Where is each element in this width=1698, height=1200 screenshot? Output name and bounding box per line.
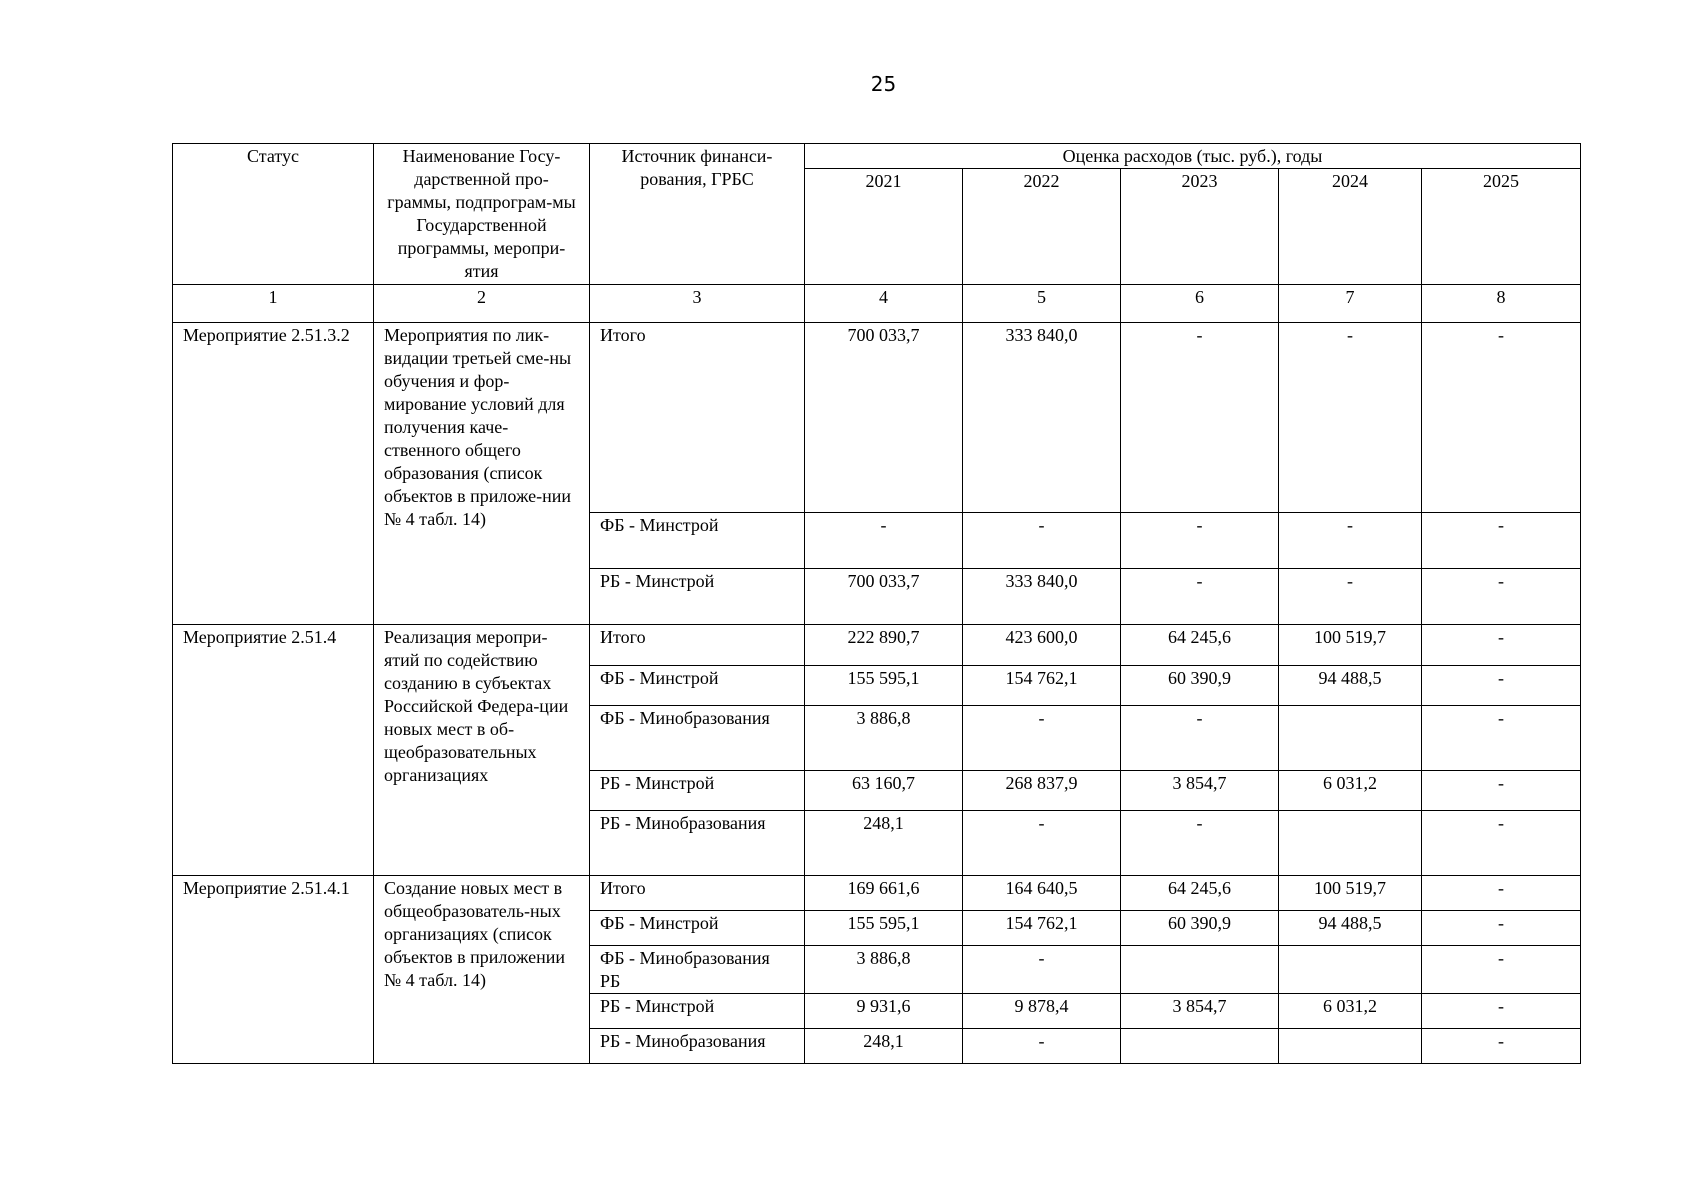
- row-source: Итого: [590, 876, 805, 911]
- value-cell: [1121, 946, 1279, 994]
- value-cell: 155 595,1: [805, 911, 963, 946]
- value-cell: -: [1279, 323, 1422, 513]
- value-cell: [1279, 706, 1422, 771]
- header-name: Наименование Госу-дарственной про-граммы, подпрограм-мы Государственной программы, меропри-ятия: [374, 144, 590, 285]
- table-row: [173, 323, 1581, 513]
- value-cell: 60 390,9: [1121, 666, 1279, 706]
- value-cell: -: [1121, 513, 1279, 569]
- column-number: 4: [805, 285, 963, 323]
- row-source: ФБ - Минстрой: [590, 513, 805, 569]
- value-cell: [1121, 1029, 1279, 1064]
- value-cell: 63 160,7: [805, 771, 963, 811]
- header-status: Статус: [173, 144, 374, 285]
- table-row: [173, 625, 1581, 666]
- row-source: ФБ - Минстрой: [590, 911, 805, 946]
- row-name: Создание новых мест в общеобразователь-ных организациях (список объектов в приложении № 4 табл. 14): [374, 876, 590, 1064]
- value-cell: [1279, 946, 1422, 994]
- row-status: Мероприятие 2.51.3.2: [173, 323, 374, 625]
- row-source: РБ - Минстрой: [590, 994, 805, 1029]
- value-cell: 64 245,6: [1121, 625, 1279, 666]
- column-number: 7: [1279, 285, 1422, 323]
- value-cell: -: [1422, 771, 1581, 811]
- value-cell: 248,1: [805, 811, 963, 876]
- value-cell: -: [1422, 513, 1581, 569]
- value-cell: 3 854,7: [1121, 771, 1279, 811]
- value-cell: 9 931,6: [805, 994, 963, 1029]
- value-cell: -: [1121, 706, 1279, 771]
- table-header: [173, 144, 1581, 323]
- row-source: РБ - Минстрой: [590, 771, 805, 811]
- value-cell: -: [1422, 876, 1581, 911]
- value-cell: -: [1422, 706, 1581, 771]
- value-cell: -: [1422, 625, 1581, 666]
- value-cell: 64 245,6: [1121, 876, 1279, 911]
- column-number: 8: [1422, 285, 1581, 323]
- value-cell: 154 762,1: [963, 911, 1121, 946]
- value-cell: 6 031,2: [1279, 994, 1422, 1029]
- row-source: РБ - Минстрой: [590, 569, 805, 625]
- value-cell: 94 488,5: [1279, 666, 1422, 706]
- header-year: 2022: [963, 169, 1121, 285]
- header-estimate: Оценка расходов (тыс. руб.), годы: [805, 144, 1581, 169]
- column-number-row: [173, 285, 1581, 323]
- row-source: ФБ - Минобразования РБ: [590, 946, 805, 994]
- row-status: Мероприятие 2.51.4: [173, 625, 374, 876]
- value-cell: 3 886,8: [805, 946, 963, 994]
- row-source: Итого: [590, 323, 805, 513]
- value-cell: 333 840,0: [963, 323, 1121, 513]
- value-cell: 700 033,7: [805, 323, 963, 513]
- value-cell: -: [1121, 323, 1279, 513]
- value-cell: -: [1121, 811, 1279, 876]
- value-cell: -: [1422, 569, 1581, 625]
- page-number: 25: [870, 72, 897, 96]
- budget-table: [172, 143, 1581, 1064]
- value-cell: -: [1422, 666, 1581, 706]
- row-name: Мероприятия по лик-видации третьей сме-ны обучения и фор-мирование условий для получения каче-ственного общего образования (список объектов в приложе-нии № 4 табл. 14): [374, 323, 590, 625]
- value-cell: 333 840,0: [963, 569, 1121, 625]
- value-cell: -: [1422, 1029, 1581, 1064]
- column-number: 3: [590, 285, 805, 323]
- value-cell: 155 595,1: [805, 666, 963, 706]
- row-source: РБ - Минобразования: [590, 1029, 805, 1064]
- column-number: 1: [173, 285, 374, 323]
- value-cell: 60 390,9: [1121, 911, 1279, 946]
- value-cell: 164 640,5: [963, 876, 1121, 911]
- value-cell: 222 890,7: [805, 625, 963, 666]
- value-cell: 94 488,5: [1279, 911, 1422, 946]
- value-cell: -: [963, 1029, 1121, 1064]
- value-cell: 248,1: [805, 1029, 963, 1064]
- header-year: 2023: [1121, 169, 1279, 285]
- header-year: 2021: [805, 169, 963, 285]
- value-cell: -: [963, 513, 1121, 569]
- value-cell: -: [1422, 911, 1581, 946]
- value-cell: 9 878,4: [963, 994, 1121, 1029]
- value-cell: 6 031,2: [1279, 771, 1422, 811]
- value-cell: 268 837,9: [963, 771, 1121, 811]
- value-cell: -: [1279, 569, 1422, 625]
- column-number: 2: [374, 285, 590, 323]
- table-row: [173, 876, 1581, 911]
- row-source: ФБ - Минстрой: [590, 666, 805, 706]
- value-cell: -: [1422, 811, 1581, 876]
- header-year: 2025: [1422, 169, 1581, 285]
- value-cell: 100 519,7: [1279, 625, 1422, 666]
- row-name: Реализация меропри-ятий по содействию созданию в субъектах Российской Федера-ции новых мест в об-щеобразовательных организациях: [374, 625, 590, 876]
- row-status: Мероприятие 2.51.4.1: [173, 876, 374, 1064]
- value-cell: -: [805, 513, 963, 569]
- column-number: 6: [1121, 285, 1279, 323]
- value-cell: -: [963, 811, 1121, 876]
- header-source: Источник финанси-рования, ГРБС: [590, 144, 805, 285]
- value-cell: 3 854,7: [1121, 994, 1279, 1029]
- value-cell: -: [1422, 323, 1581, 513]
- value-cell: -: [963, 946, 1121, 994]
- value-cell: 154 762,1: [963, 666, 1121, 706]
- value-cell: -: [1279, 513, 1422, 569]
- value-cell: 423 600,0: [963, 625, 1121, 666]
- value-cell: 3 886,8: [805, 706, 963, 771]
- value-cell: 700 033,7: [805, 569, 963, 625]
- header-year: 2024: [1279, 169, 1422, 285]
- value-cell: [1279, 1029, 1422, 1064]
- value-cell: -: [1121, 569, 1279, 625]
- row-source: ФБ - Минобразования: [590, 706, 805, 771]
- value-cell: -: [1422, 994, 1581, 1029]
- column-number: 5: [963, 285, 1121, 323]
- value-cell: 169 661,6: [805, 876, 963, 911]
- value-cell: -: [1422, 946, 1581, 994]
- row-source: Итого: [590, 625, 805, 666]
- value-cell: 100 519,7: [1279, 876, 1422, 911]
- value-cell: -: [963, 706, 1121, 771]
- row-source: РБ - Минобразования: [590, 811, 805, 876]
- value-cell: [1279, 811, 1422, 876]
